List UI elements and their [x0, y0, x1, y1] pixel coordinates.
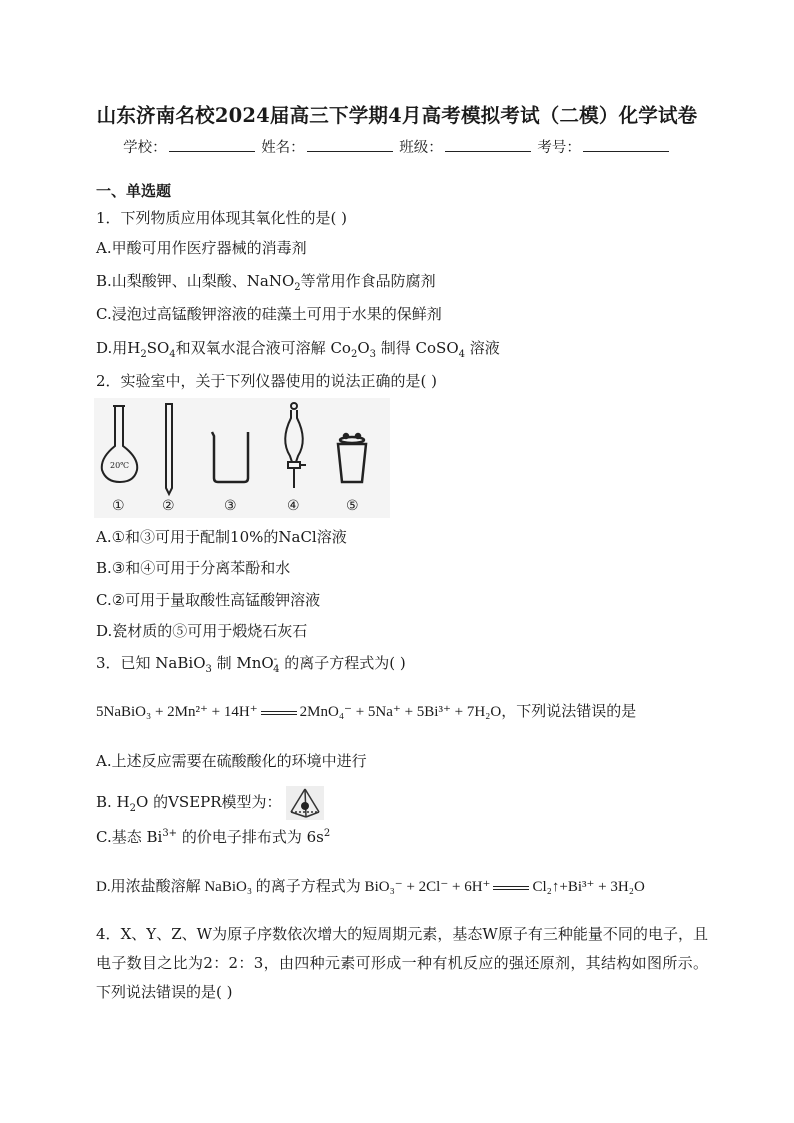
class-field[interactable]: [445, 137, 531, 152]
q2-stem: 2．实验室中，关于下列仪器使用的说法正确的是( ): [96, 372, 438, 390]
label-2: ②: [162, 498, 175, 514]
q2-option-b: B.③和④可用于分离苯酚和水: [96, 559, 291, 577]
q2-option-c: C.②可用于量取酸性高锰酸钾溶液: [96, 591, 321, 609]
q1-option-c: C.浸泡过高锰酸钾溶液的硅藻土可用于水果的保鲜剂: [96, 305, 442, 323]
equals-arrow: [261, 711, 297, 715]
student-info-line: [0, 136, 794, 157]
class-label: 班级：: [399, 140, 443, 156]
q3-option-d: D.用浓盐酸溶解 NaBiO₃ 的离子方程式为 BiO₃⁻ + 2Cl⁻ + 6H⁺ Cl₂↑+Bi³⁺ + 3H₂O: [96, 879, 645, 895]
number-field[interactable]: [583, 137, 669, 152]
label-3: ③: [224, 498, 237, 514]
svg-text:20℃: 20℃: [110, 461, 130, 470]
name-label: 姓名：: [261, 140, 305, 156]
q3-stem: 3．已知 NaBiO$_3$ 制 MnO-$_4$ 的离子方程式为( ): [96, 654, 406, 675]
q1-stem: 1．下列物质应用体现其氧化性的是( ): [96, 209, 348, 227]
school-label: 学校：: [123, 140, 167, 156]
q2-option-d: D.瓷材质的⑤可用于煅烧石灰石: [96, 622, 308, 640]
section-heading: 一、单选题: [96, 182, 172, 200]
equals-arrow-2: [493, 886, 529, 890]
q1-option-d: D.用$H_2SO_4$和双氧水混合液可溶解 $Co_2O_3$ 制得 CoSO$_4$ 溶液: [96, 339, 500, 360]
tetrahedral-model-icon: [286, 786, 324, 820]
label-4: ④: [287, 498, 300, 514]
number-label: 考号：: [537, 140, 581, 156]
page-title: 山东济南名校2024届高三下学期4月高考模拟考试（二模）化学试卷: [96, 104, 698, 127]
q2-option-a: A.①和③可用于配制10%的NaCl溶液: [96, 528, 347, 546]
label-1: ①: [112, 498, 125, 514]
label-5: ⑤: [346, 498, 359, 514]
school-field[interactable]: [169, 137, 255, 152]
q4-stem: 4．X、Y、Z、W为原子序数依次增大的短周期元素，基态W原子有三种能量不同的电子，且电子数目之比为2：2：3，由四种元素可形成一种有机反应的强还原剂，其结构如图所示。下列说法错误的是( ): [96, 925, 708, 1001]
q1-option-b: B.山梨酸钾、山梨酸、NaNO$_2$等常用作食品防腐剂: [96, 272, 436, 293]
q3-option-a: A.上述反应需要在硫酸酸化的环境中进行: [96, 752, 367, 770]
q3-equation: 5NaBiO₃ + 2Mn²⁺ + 14H⁺ 2MnO₄⁻ + 5Na⁺ + 5Bi³⁺ + 7H₂O，下列说法错误的是: [96, 704, 637, 720]
q3-option-b: B. $H_2O$ 的VSEPR模型为：: [96, 786, 324, 820]
q1-option-a: A.甲酸可用作医疗器械的消毒剂: [96, 239, 307, 257]
name-field[interactable]: [307, 137, 393, 152]
q3-option-c: C.基态 $Bi^{3+}$ 的价电子排布式为 $6s^2$: [96, 828, 331, 846]
apparatus-figure: [94, 398, 390, 518]
